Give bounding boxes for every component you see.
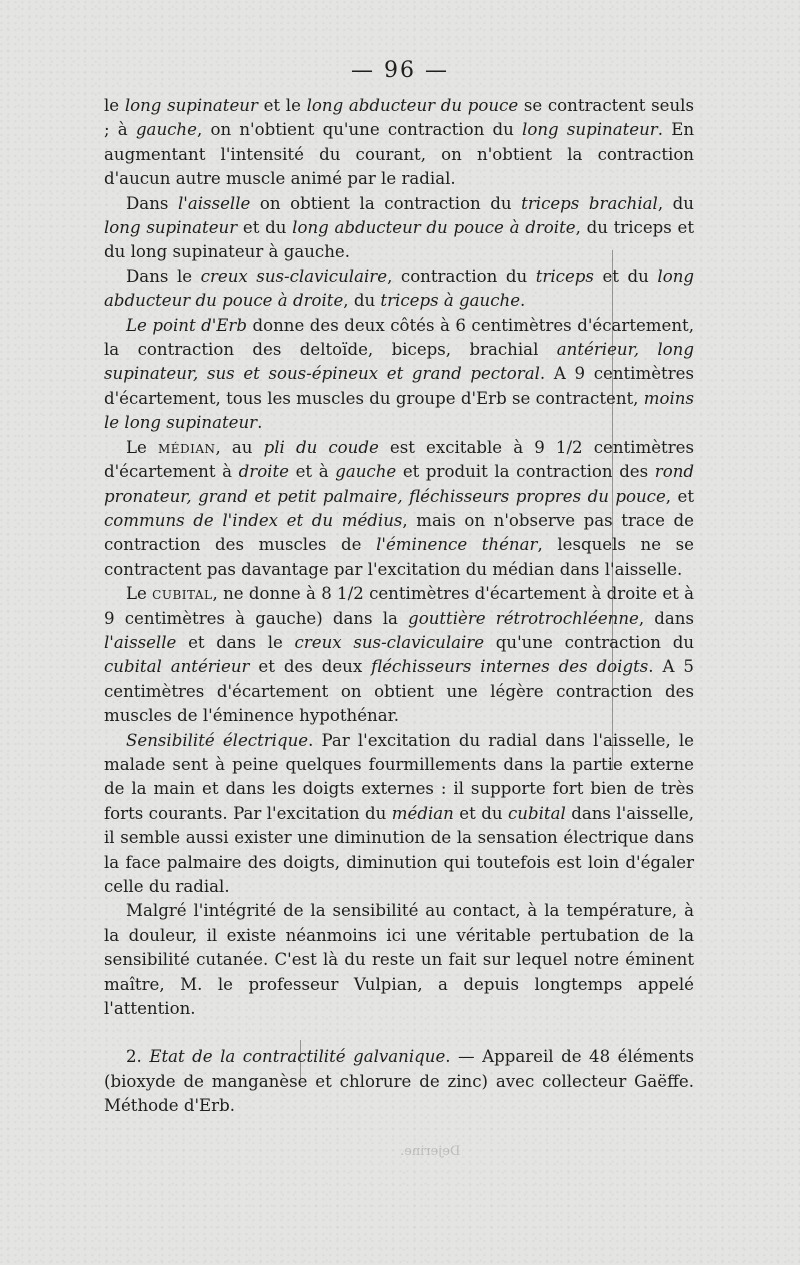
body-text — [104, 94, 694, 1119]
paragraph-2: Dans l'aisselle on obtient la contraction du triceps brachial, du long supinateur et du long abducteur du pouce à droite, du triceps et du long supinateur à gauche. — [104, 193, 694, 262]
paragraph-4: Le point d'Erb donne des deux côtés à 6 centimètres d'écartement, la contraction des deltoïde, biceps, brachial antérieur, long supinateur, sus et sous-épineux et grand pectoral. A 9 centimètres d'écartement, tous les muscles du groupe d'Erb se contractent, moins le long supinateur. — [104, 315, 694, 433]
paragraph-8: Malgré l'intégrité de la sensibilité au contact, à la température, à la douleur, il existe néanmoins ici une véritable pertubation de la sensibilité cutanée. C'est là du reste un fait sur lequel notre éminent maître, M. le professeur Vulpian, a depuis longtemps appelé l'attention. — [104, 901, 694, 1019]
paragraph-3: Dans le creux sus-claviculaire, contraction du triceps et du long abducteur du pouce à droite, du triceps à gauche. — [104, 266, 695, 311]
paragraph-6: Le cubital, ne donne à 8 1/2 centimètres d'écartement à droite et à 9 centimètres à gauche) dans la gouttière rétrotrochléenne, dans l'aisselle et dans le creux sus-claviculaire qu'une contraction du cubital antérieur et des deux fléchisseurs internes des doigts. A 5 centimètres d'écartement on obtient une légère contraction des muscles de l'éminence hypothénar. — [104, 584, 695, 726]
margin-rule-left — [300, 1040, 301, 1080]
margin-rule-right — [612, 250, 613, 770]
page-number: — 96 — — [351, 58, 449, 83]
bleed-through-text: Dejerine. — [400, 1144, 461, 1159]
paragraph-9: 2. Etat de la contractilité galvanique. — Appareil de 48 éléments (bioxyde de manganèse et chlorure de zinc) avec collecteur Gaëffe. Méthode d'Erb. — [104, 1047, 694, 1116]
paragraph-5: Le médian, au pli du coude est excitable à 9 1/2 centimètres d'écartement à droite et à gauche et produit la contraction des rond pronateur, grand et petit palmaire, fléchisseurs propres du pouce, et communs de l'index et du médius, mais on n'observe pas trace de contraction des muscles de l'éminence thénar, lesquels ne se contractent pas davantage par l'excitation du médian dans l'aisselle. — [104, 437, 694, 579]
paragraph-1: le long supinateur et le long abducteur du pouce se contractent seuls ; à gauche, on n'obtient qu'une contraction du long supinateur. En augmentant l'intensité du courant, on n'obtient la contraction d'aucun autre muscle animé par le radial. — [104, 96, 694, 189]
paragraph-7: Sensibilité électrique. Par l'excitation du radial dans l'aisselle, le malade sent à peine quelques fourmillements dans la partie externe de la main et dans les doigts externes : il supporte fort bien de très forts courants. Par l'excitation du médian et du cubital dans l'aisselle, il semble aussi exister une diminution de la sensation électrique dans la face palmaire des doigts, diminution qui toutefois est loin d'égaler celle du radial. — [104, 730, 694, 896]
